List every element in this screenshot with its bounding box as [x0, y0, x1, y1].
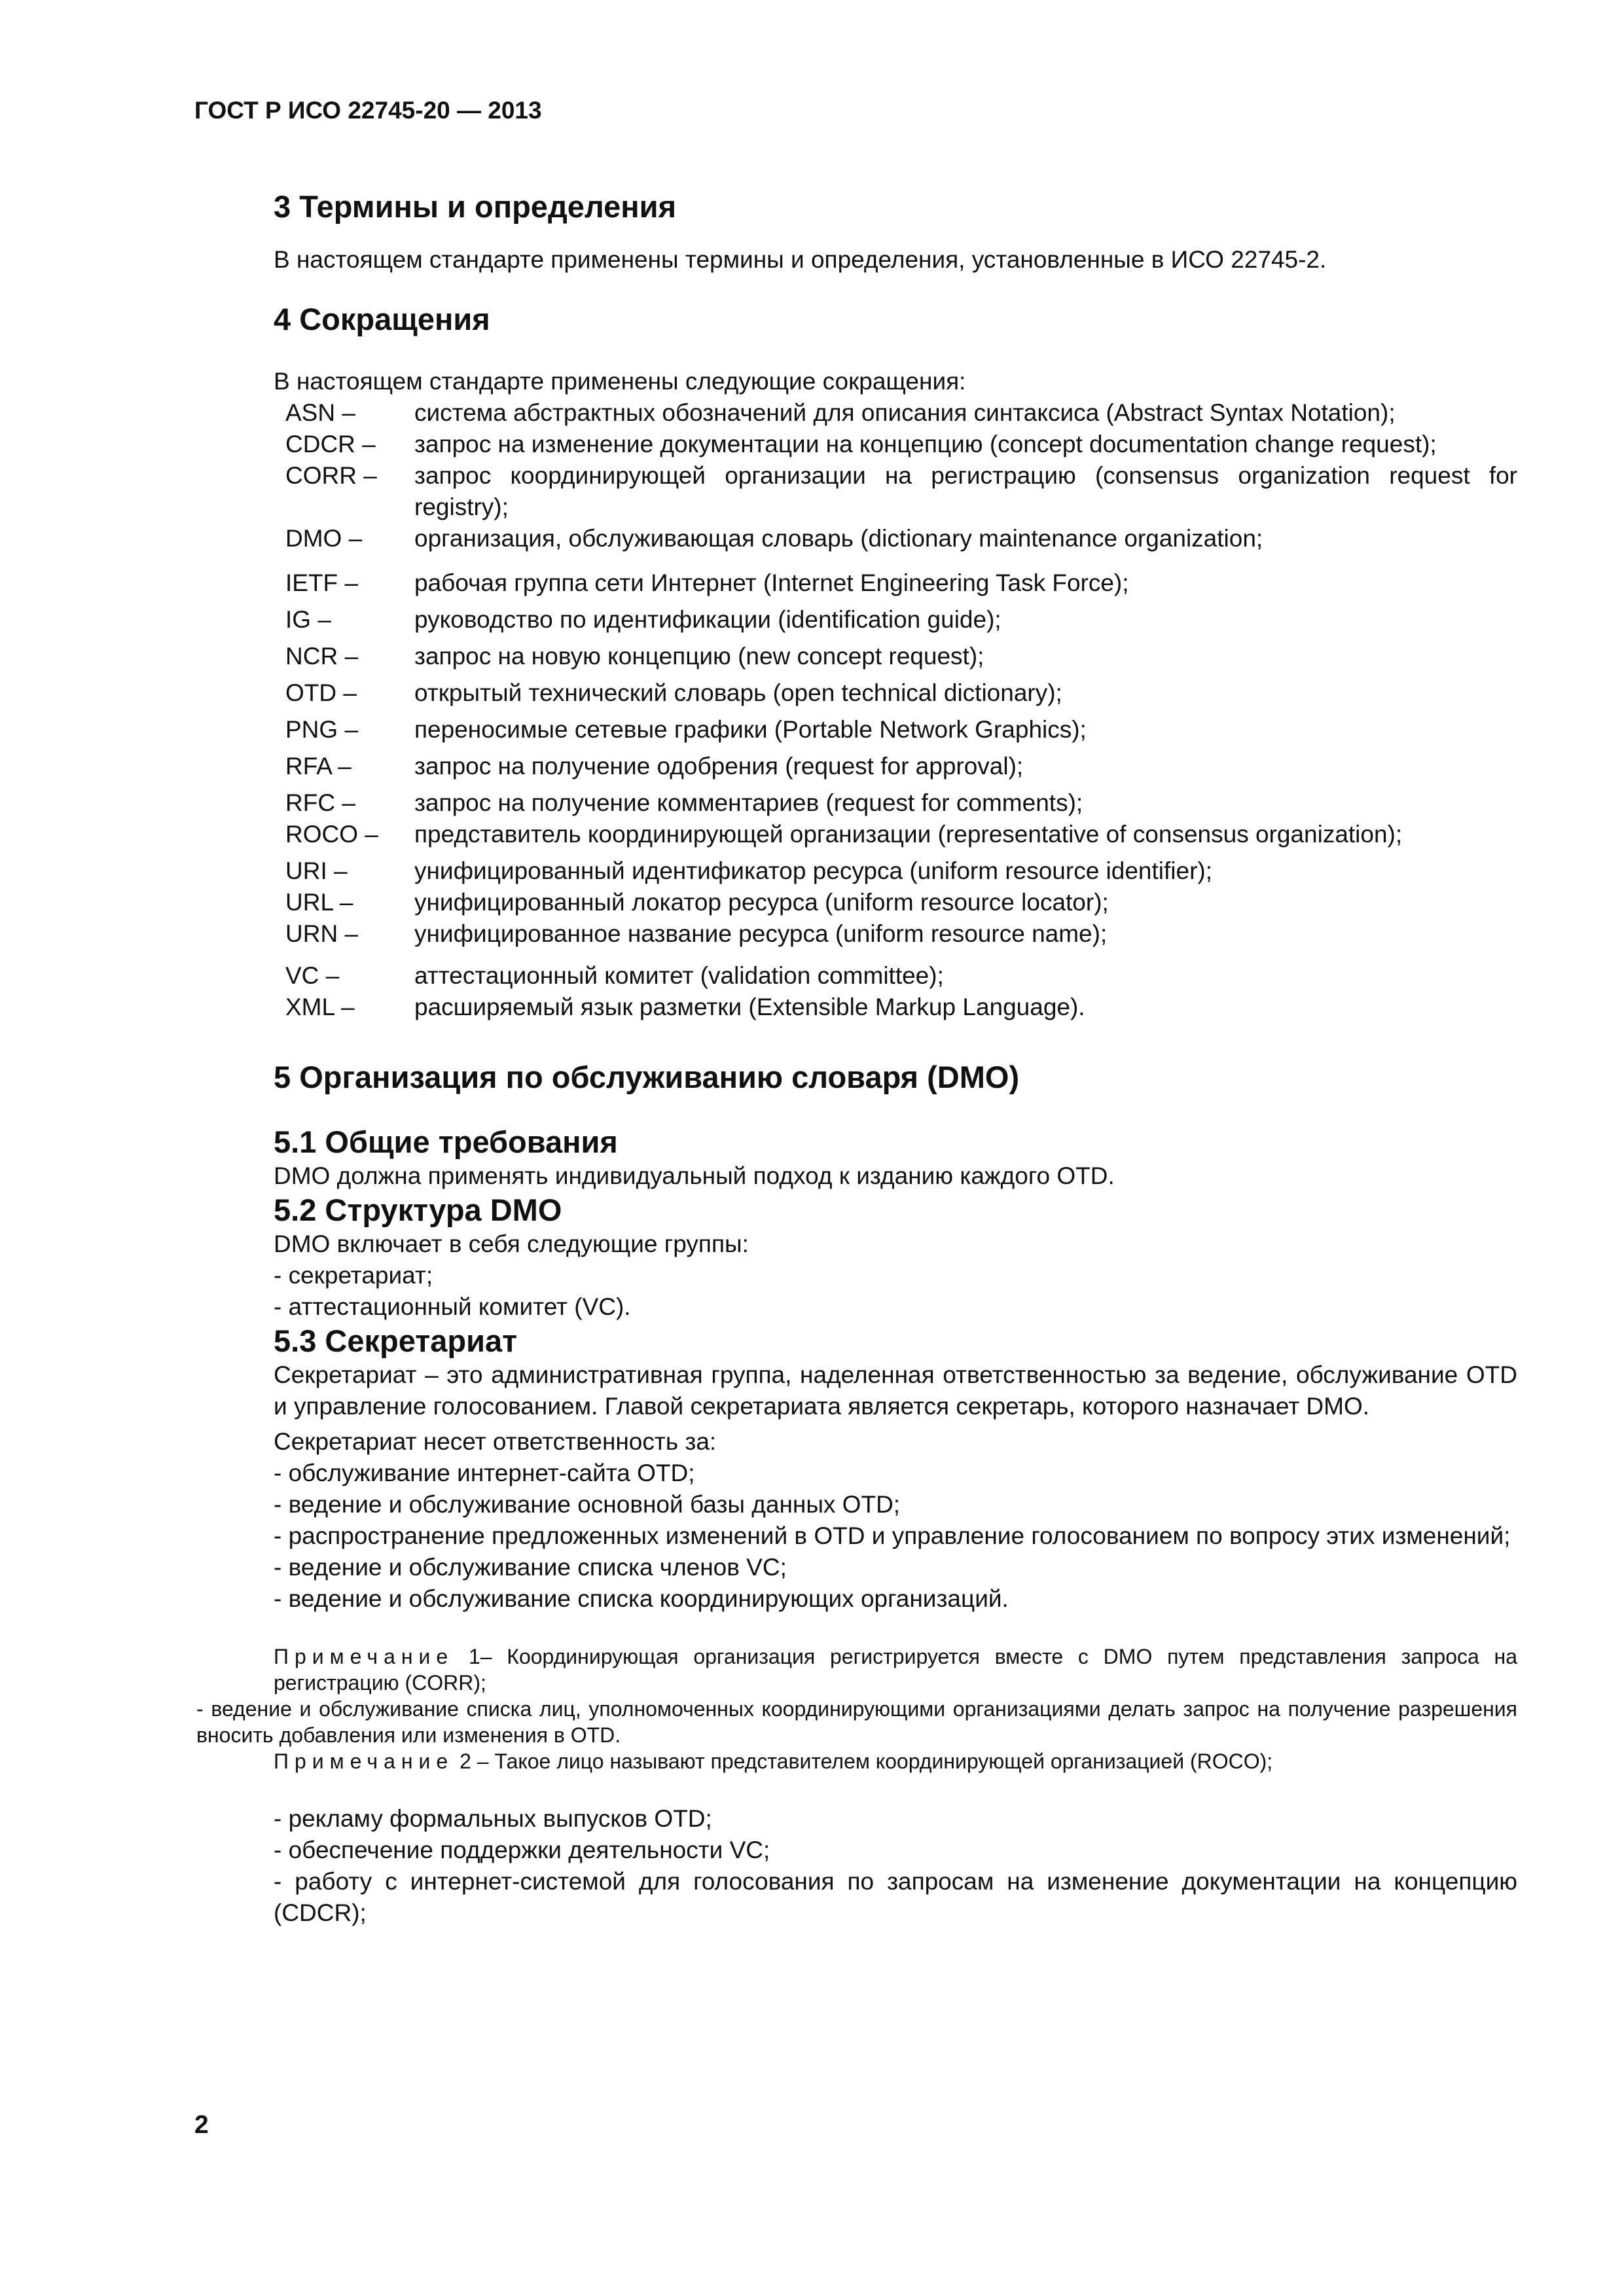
abbr-key: URL – [285, 889, 353, 916]
abbr-item [274, 429, 1517, 460]
abbr-value: аттестационный комитет (validation committee); [414, 962, 944, 989]
list-item: - секретариат; [274, 1262, 433, 1289]
list-item: - ведение и обслуживание списка координирующих организаций. [274, 1585, 1009, 1612]
abbr-value: организация, обслуживающая словарь (dictionary maintenance organization; [414, 525, 1263, 552]
abbr-value: открытый технический словарь (open technical dictionary); [414, 679, 1062, 706]
document-header: ГОСТ Р ИСО 22745-20 — 2013 [194, 97, 542, 124]
abbr-key: CORR – [285, 462, 377, 489]
abbr-key: DMO – [285, 525, 363, 552]
section-4-title: 4 Сокращения [274, 302, 490, 336]
note-continuation: - ведение и обслуживание списка лиц, уполномоченных координирующими организациями делать запрос на получение разрешения вносить добавления или изменения в OTD. [196, 1697, 1517, 1747]
abbr-key: RFA – [285, 753, 352, 780]
abbr-item [274, 567, 1517, 599]
abbr-item [274, 819, 1517, 850]
section-5-1-title: 5.1 Общие требования [274, 1124, 618, 1159]
abbr-item [274, 918, 1517, 950]
abbr-value: расширяемый язык разметки (Extensible Markup Language). [414, 994, 1085, 1020]
abbr-item [274, 641, 1517, 672]
abbr-key: IETF – [285, 569, 359, 596]
abbr-value: представитель координирующей организации (representative of consensus organization); [414, 821, 1403, 848]
abbr-value: унифицированное название ресурса (uniform resource name); [414, 920, 1108, 947]
abbr-value: рабочая группа сети Интернет (Internet Engineering Task Force); [414, 569, 1129, 596]
list-item: - распространение предложенных изменений в OTD и управление голосованием по вопросу этих изменений; [274, 1522, 1511, 1549]
section-5-1-text: DMO должна применять индивидуальный подход к изданию каждого OTD. [274, 1162, 1115, 1189]
abbr-value: система абстрактных обозначений для описания синтаксиса (Abstract Syntax Notation); [414, 399, 1396, 426]
abbr-value: запрос на новую концепцию (new concept request); [414, 643, 984, 670]
abbr-item [274, 855, 1517, 887]
abbr-item [274, 460, 1517, 523]
abbr-key: OTD – [285, 679, 357, 706]
section-5-2-text: DMO включает в себя следующие группы: [274, 1230, 749, 1257]
abbr-item [274, 523, 1517, 554]
note-2 [274, 1748, 1517, 1774]
abbr-key: URI – [285, 857, 348, 884]
section-5-3-paragraph: Секретариат несет ответственность за: [274, 1428, 717, 1455]
abbr-key: XML – [285, 994, 355, 1020]
abbr-key: NCR – [285, 643, 359, 670]
abbr-value: запрос координирующей организации на регистрацию (consensus organization request for registry); [414, 462, 1517, 520]
section-4-intro: В настоящем стандарте применены следующие сокращения: [274, 368, 966, 395]
abbr-value: руководство по идентификации (identification guide); [414, 606, 1001, 633]
note-label: Примечание [274, 1749, 454, 1773]
abbr-value: запрос на изменение документации на концепцию (concept documentation change request); [414, 431, 1437, 457]
section-5-3-title: 5.3 Секретариат [274, 1323, 518, 1358]
abbr-key: PNG – [285, 716, 359, 743]
note-text: 1– Координирующая организация регистрируется вместе с DMO путем представления запроса на регистрацию (CORR); [274, 1645, 1518, 1695]
note-text: 2 – Такое лицо называют представителем координирующей организацией (ROCO); [460, 1749, 1273, 1773]
abbr-item [274, 677, 1517, 709]
abbr-item [274, 787, 1517, 819]
section-5-2-title: 5.2 Структура DMO [274, 1193, 562, 1227]
abbr-value: запрос на получение комментариев (request for comments); [414, 789, 1083, 816]
abbreviation-list [274, 397, 1517, 1023]
abbr-key: ROCO – [285, 821, 378, 848]
list-item: - аттестационный комитет (VC). [274, 1293, 631, 1320]
section-5-3-paragraph: Секретариат – это административная группа, наделенная ответственностью за ведение, обслуживание OTD и управление голосованием. Главой секретариата является секретарь, которого назначает DMO. [274, 1361, 1517, 1420]
abbr-value: переносимые сетевые графики (Portable Network Graphics); [414, 716, 1087, 743]
abbr-item [274, 397, 1517, 429]
abbr-key: VC – [285, 962, 340, 989]
section-3-title: 3 Термины и определения [274, 189, 676, 224]
list-item: - ведение и обслуживание списка членов VC; [274, 1554, 787, 1581]
abbr-item [274, 604, 1517, 636]
abbr-item [274, 960, 1517, 992]
note-1 [274, 1643, 1517, 1696]
abbr-value: унифицированный идентификатор ресурса (uniform resource identifier); [414, 857, 1213, 884]
abbr-value: унифицированный локатор ресурса (uniform resource locator); [414, 889, 1109, 916]
section-3-text: В настоящем стандарте применены термины и определения, установленные в ИСО 22745-2. [274, 246, 1327, 273]
list-item: - рекламу формальных выпусков OTD; [274, 1805, 712, 1832]
abbr-key: ASN – [285, 399, 355, 426]
list-item: - обеспечение поддержки деятельности VC; [274, 1837, 770, 1863]
document-body [196, 187, 1518, 1929]
list-item: - работу с интернет-системой для голосования по запросам на изменение документации на концепцию (CDCR); [274, 1868, 1517, 1926]
list-item: - ведение и обслуживание основной базы данных OTD; [274, 1491, 901, 1518]
list-item: - обслуживание интернет-сайта OTD; [274, 1460, 695, 1486]
abbr-key: CDCR – [285, 431, 376, 457]
note-label: Примечание [274, 1645, 454, 1668]
page-number: 2 [194, 2111, 209, 2139]
abbr-item [274, 751, 1517, 782]
abbr-key: URN – [285, 920, 359, 947]
abbr-item [274, 887, 1517, 918]
abbr-item [274, 714, 1517, 745]
section-5-title: 5 Организация по обслуживанию словаря (DMO) [274, 1060, 1020, 1094]
abbr-item [274, 992, 1517, 1023]
abbr-value: запрос на получение одобрения (request for approval); [414, 753, 1024, 780]
abbr-key: IG – [285, 606, 331, 633]
abbr-key: RFC – [285, 789, 355, 816]
